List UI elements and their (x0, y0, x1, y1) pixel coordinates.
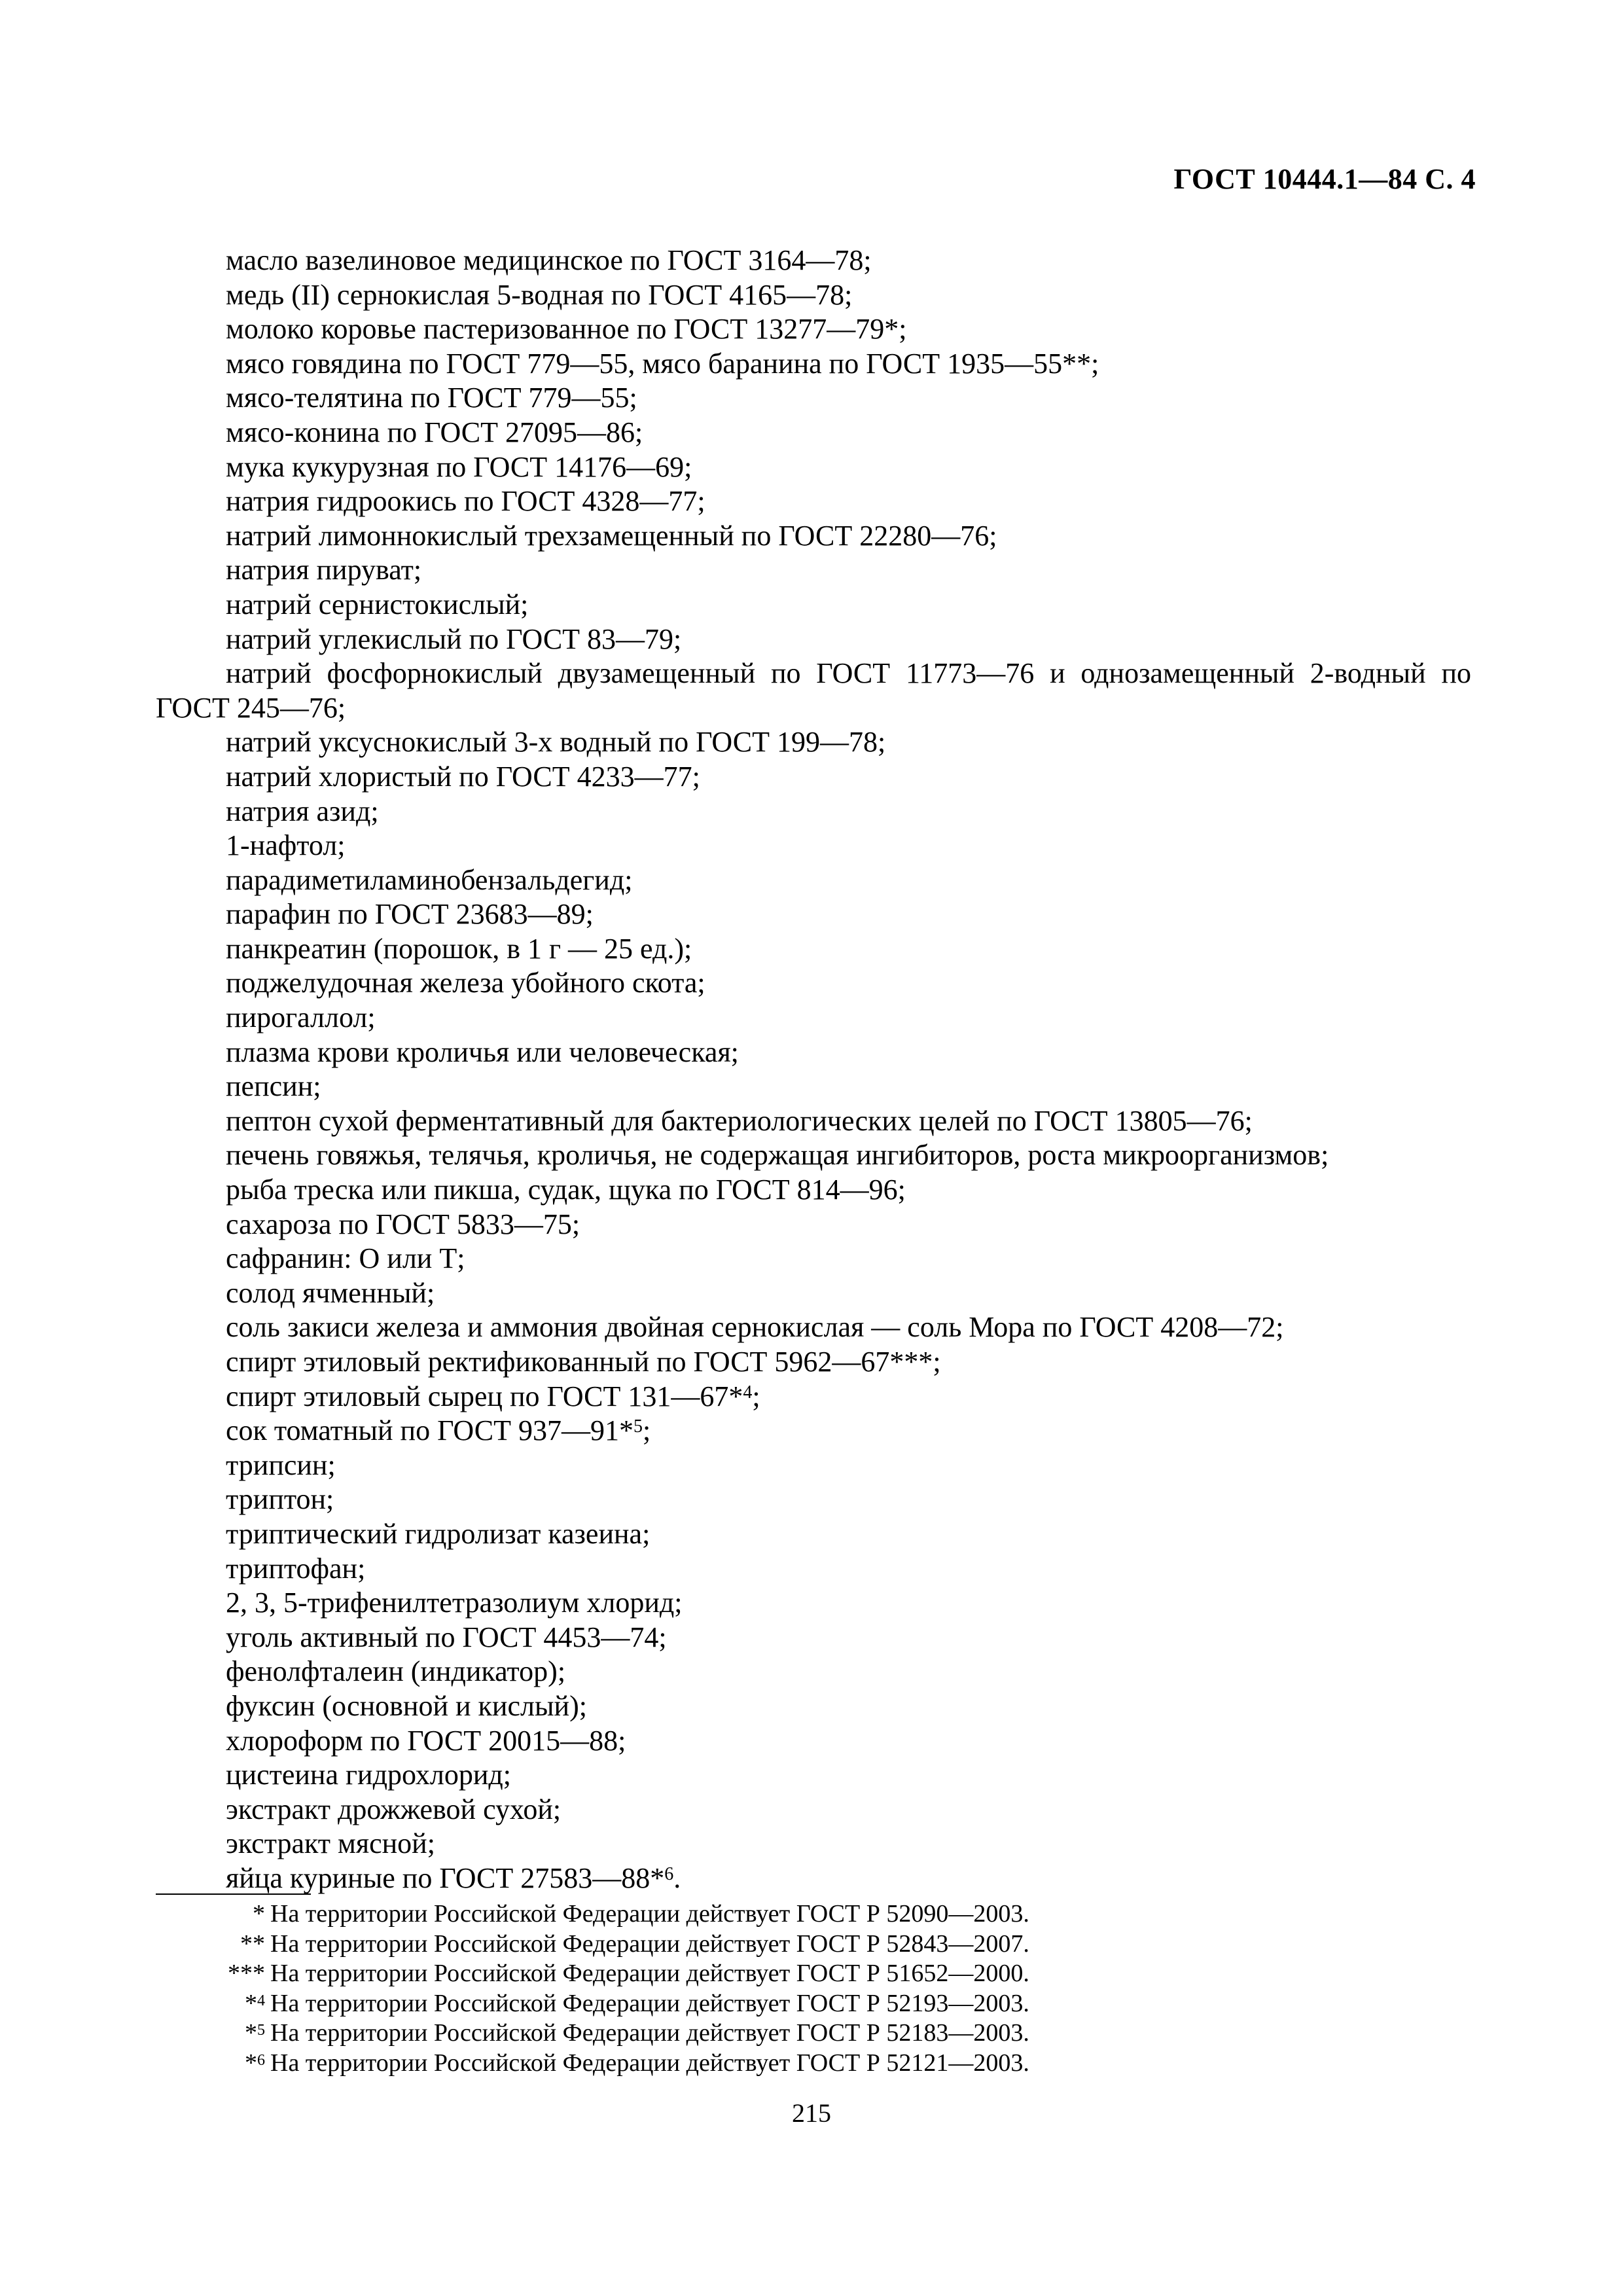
list-item (156, 795, 1471, 829)
list-item (156, 1242, 1471, 1276)
list-item (156, 1758, 1471, 1793)
list-item-text: мясо-конина по ГОСТ 27095—86; (226, 416, 643, 448)
footnote-text: На территории Российской Федерации действует ГОСТ Р 52843—2007. (270, 1929, 1029, 1958)
page-header: ГОСТ 10444.1—84 С. 4 (1173, 163, 1476, 195)
list-item-text: плазма крови кроличья или человеческая; (226, 1035, 739, 1068)
list-item (156, 1689, 1471, 1724)
list-item-text: натрия гидроокись по ГОСТ 4328—77; (226, 485, 705, 518)
page-number: 215 (792, 2098, 831, 2128)
footnote-reference: 6 (664, 1863, 674, 1884)
list-item-text: солод ячменный; (226, 1276, 435, 1309)
footnote (156, 1929, 1137, 1960)
footnote-marker-number: 4 (257, 1992, 265, 2009)
list-item (156, 1001, 1471, 1035)
list-item (156, 863, 1471, 898)
list-item (156, 553, 1471, 588)
footnote-marker (156, 1929, 270, 1960)
list-item-text: соль закиси железа и аммония двойная сернокислая — соль Мора по ГОСТ 4208—72; (226, 1311, 1284, 1344)
list-item (156, 1310, 1471, 1345)
list-item-text: парадиметиламинобензальдегид; (226, 863, 633, 896)
list-item (156, 1517, 1471, 1552)
footnote-marker-symbol: * (245, 1989, 257, 2017)
footnote-separator (156, 1893, 311, 1895)
list-item-text: пепсин; (226, 1070, 321, 1103)
list-item-text: масло вазелиновое медицинское по ГОСТ 3164—78; (226, 244, 872, 276)
list-item (156, 932, 1471, 967)
footnote-reference: 4 (743, 1382, 753, 1403)
footnote (156, 2049, 1137, 2079)
footnote-text: На территории Российской Федерации действует ГОСТ Р 52090—2003. (270, 1900, 1029, 1928)
list-item (156, 622, 1471, 657)
list-item (156, 416, 1471, 450)
list-item-text: натрий фосфорнокислый двузамещенный по ГОСТ 11773—76 и однозамещенный 2-водный по ГОСТ 245—76; (156, 657, 1471, 724)
footnote-reference: 5 (633, 1416, 643, 1437)
list-item-text: пирогаллол; (226, 1001, 376, 1034)
list-item-text: триптон; (226, 1483, 334, 1516)
list-item (156, 1724, 1471, 1759)
list-item-text: мясо говядина по ГОСТ 779—55, мясо баранина по ГОСТ 1935—55**; (226, 347, 1099, 380)
list-item (156, 829, 1471, 863)
list-item-text: фуксин (основной и кислый); (226, 1689, 587, 1722)
list-item-text: хлороформ по ГОСТ 20015—88; (226, 1724, 626, 1757)
list-item-text: 2, 3, 5-трифенилтетразолиум хлорид; (226, 1587, 683, 1619)
list-item (156, 760, 1471, 795)
footnote-marker (156, 2049, 270, 2079)
footnote-marker-symbol: * (245, 2019, 257, 2047)
list-item-text: панкреатин (порошок, в 1 г — 25 ед.); (226, 932, 692, 965)
list-item-text: сахароза по ГОСТ 5833—75; (226, 1208, 580, 1240)
list-item-text: печень говяжья, телячья, кроличья, не содержащая ингибиторов, роста микроорганизмов; (226, 1139, 1329, 1172)
list-item (156, 1414, 1471, 1448)
list-item-text: трипсин; (226, 1448, 336, 1481)
list-item (156, 312, 1471, 347)
list-item (156, 278, 1471, 313)
list-item-text: мясо-телятина по ГОСТ 779—55; (226, 382, 637, 414)
list-item-text: уголь активный по ГОСТ 4453—74; (226, 1621, 667, 1653)
list-item-text: триптический гидролизат казеина; (226, 1517, 651, 1550)
list-item-text: спирт этиловый сырец по ГОСТ 131—67* (226, 1380, 743, 1412)
list-item-text: экстракт дрожжевой сухой; (226, 1793, 562, 1825)
footnote-marker-number: 6 (257, 2051, 265, 2069)
list-item-text: парафин по ГОСТ 23683—89; (226, 898, 594, 931)
list-item (156, 1861, 1471, 1896)
list-item-text: сок томатный по ГОСТ 937—91* (226, 1414, 633, 1447)
footnote-marker (156, 1899, 270, 1929)
list-item (156, 1104, 1471, 1139)
list-item-text: поджелудочная железа убойного скота; (226, 967, 705, 999)
list-item-text: мука кукурузная по ГОСТ 14176—69; (226, 450, 692, 483)
footnote-marker (156, 2018, 270, 2049)
list-item (156, 1035, 1471, 1070)
footnote (156, 1989, 1137, 2019)
list-item (156, 450, 1471, 485)
list-item-text: цистеина гидрохлорид; (226, 1759, 512, 1791)
list-item (156, 381, 1471, 416)
footnote-marker-symbol: * (245, 2049, 257, 2077)
footnote (156, 1899, 1137, 1929)
list-item (156, 656, 1471, 725)
list-item (156, 966, 1471, 1001)
list-item (156, 1208, 1471, 1242)
list-item (156, 1482, 1471, 1517)
list-item (156, 1069, 1471, 1104)
list-item (156, 725, 1471, 760)
list-item (156, 1827, 1471, 1861)
footnote (156, 1959, 1137, 1989)
list-item-text: молоко коровье пастеризованное по ГОСТ 13277—79*; (226, 313, 907, 346)
footnote-marker-symbol: *** (228, 1960, 265, 1988)
list-item (156, 1586, 1471, 1621)
list-item (156, 347, 1471, 382)
footnote (156, 2018, 1137, 2049)
list-item-text: яйца куриные по ГОСТ 27583—88* (226, 1861, 665, 1894)
list-item-text: натрий углекислый по ГОСТ 83—79; (226, 622, 682, 655)
footnote-text: На территории Российской Федерации действует ГОСТ Р 52183—2003. (270, 2019, 1029, 2047)
list-item-text: экстракт мясной; (226, 1827, 435, 1860)
footnote-marker-symbol: * (253, 1900, 265, 1928)
list-item-text: натрий хлористый по ГОСТ 4233—77; (226, 760, 700, 793)
list-item (156, 484, 1471, 519)
list-item-text: триптофан; (226, 1552, 366, 1585)
reagent-list (156, 243, 1471, 1896)
list-item (156, 1448, 1471, 1483)
list-item (156, 1380, 1471, 1414)
list-item (156, 1138, 1471, 1173)
list-item-text: натрия азид; (226, 795, 379, 827)
footnote-marker (156, 1989, 270, 2019)
list-item (156, 897, 1471, 932)
list-item (156, 1345, 1471, 1380)
list-item-punctuation: ; (642, 1414, 651, 1447)
list-item (156, 519, 1471, 554)
list-item (156, 1276, 1471, 1311)
list-item-text: пептон сухой ферментативный для бактериологических целей по ГОСТ 13805—76; (226, 1104, 1253, 1137)
footnote-marker (156, 1959, 270, 1989)
list-item-text: рыба треска или пикша, судак, щука по ГОСТ 814—96; (226, 1174, 906, 1206)
list-item-punctuation: ; (752, 1380, 760, 1412)
list-item (156, 1552, 1471, 1587)
footnote-text: На территории Российской Федерации действует ГОСТ Р 52193—2003. (270, 1989, 1029, 2017)
list-item-text: натрий уксуснокислый 3-х водный по ГОСТ 199—78; (226, 726, 886, 759)
list-item (156, 588, 1471, 622)
list-item-text: спирт этиловый ректификованный по ГОСТ 5962—67***; (226, 1346, 941, 1378)
footnote-marker-number: 5 (257, 2022, 265, 2039)
list-item-text: фенолфталеин (индикатор); (226, 1655, 566, 1688)
list-item (156, 1793, 1471, 1827)
footnote-text: На территории Российской Федерации действует ГОСТ Р 52121—2003. (270, 2049, 1029, 2077)
footnote-text: На территории Российской Федерации действует ГОСТ Р 51652—2000. (270, 1960, 1029, 1988)
list-item-text: натрий лимоннокислый трехзамещенный по ГОСТ 22280—76; (226, 519, 997, 552)
list-item-text: сафранин: О или Т; (226, 1242, 465, 1275)
list-item-text: натрия пируват; (226, 554, 422, 586)
list-item (156, 1655, 1471, 1689)
list-item (156, 1173, 1471, 1208)
list-item-text: медь (II) сернокислая 5-водная по ГОСТ 4165—78; (226, 278, 853, 311)
list-item-punctuation: . (673, 1861, 681, 1894)
footnote-marker-symbol: ** (240, 1929, 265, 1958)
list-item-text: 1-нафтол; (226, 829, 346, 862)
footnotes (156, 1899, 1137, 2079)
list-item-text: натрий сернистокислый; (226, 588, 529, 620)
list-item (156, 243, 1471, 278)
list-item (156, 1621, 1471, 1655)
